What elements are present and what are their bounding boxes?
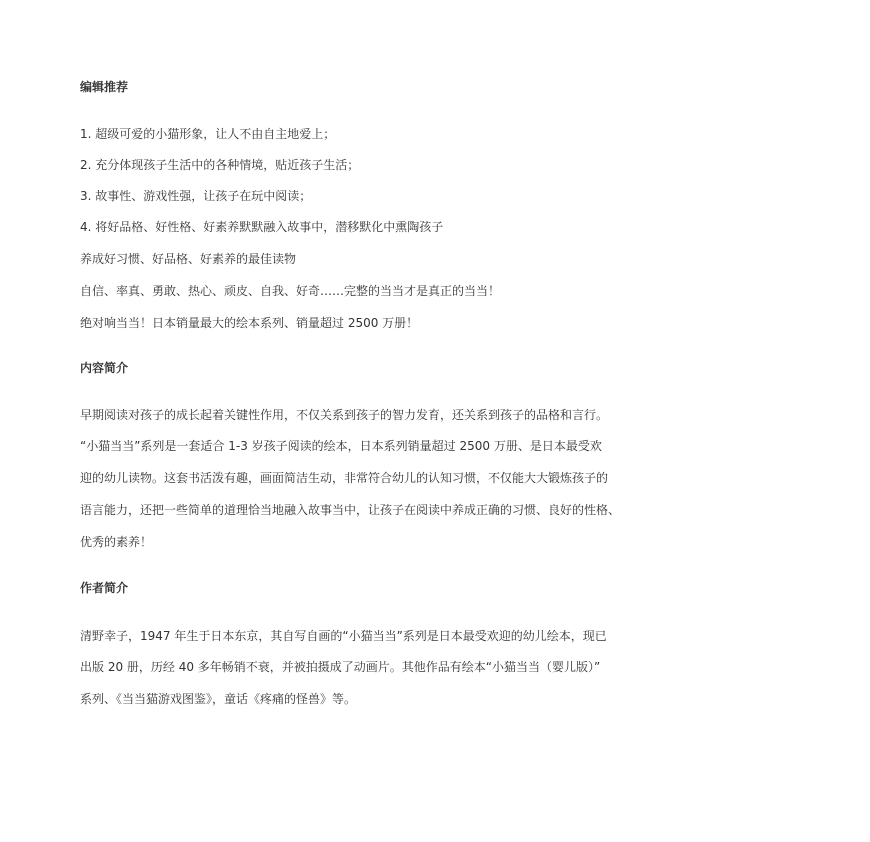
content-summary-heading: 内容简介 — [80, 361, 129, 375]
summary-line-5: 优秀的素养！ — [80, 535, 153, 549]
summary-line-4: 语言能力，还把一些简单的道理恰当地融入故事当中，让孩子在阅读中养成正确的习惯、良好的性格、 — [80, 503, 621, 517]
author-line-3: 系列、《当当猫游戏图鉴》，童话《疼痛的怪兽》等。 — [80, 692, 357, 706]
summary-line-3: 迎的幼儿读物。这套书活泼有趣，画面简洁生动，非常符合幼儿的认知习惯，不仅能大大锻炼孩子的 — [80, 471, 609, 485]
editor-line-3: 3. 故事性、游戏性强，让孩子在玩中阅读； — [80, 189, 312, 203]
editor-line-4: 4. 将好品格、好性格、好素养默默融入故事中，潜移默化中熏陶孩子 — [80, 220, 444, 234]
summary-line-2: “小猫当当”系列是一套适合 1-3 岁孩子阅读的绘本，日本系列销量超过 2500 万册、是日本最受欢 — [80, 439, 602, 453]
editor-line-2: 2. 充分体现孩子生活中的各种情境，贴近孩子生活； — [80, 158, 360, 172]
editor-recommendation-heading: 编辑推荐 — [80, 80, 129, 94]
author-intro-heading: 作者简介 — [80, 581, 129, 595]
author-line-2: 出版 20 册，历经 40 多年畅销不衰，并被拍摄成了动画片。其他作品有绘本“小猫当当（婴儿版）” — [80, 660, 601, 674]
editor-line-1: 1. 超级可爱的小猫形象，让人不由自主地爱上； — [80, 127, 336, 141]
editor-line-5: 养成好习惯、好品格、好素养的最佳读物 — [80, 252, 297, 266]
editor-line-6: 自信、率真、勇敢、热心、顽皮、自我、好奇……完整的当当才是真正的当当！ — [80, 284, 501, 298]
editor-line-7: 绝对响当当！日本销量最大的绘本系列、销量超过 2500 万册！ — [80, 316, 419, 330]
summary-line-1: 早期阅读对孩子的成长起着关键性作用，不仅关系到孩子的智力发育，还关系到孩子的品格和言行。 — [80, 408, 609, 422]
author-line-1: 清野幸子，1947 年生于日本东京，其自写自画的“小猫当当”系列是日本最受欢迎的幼儿绘本，现已 — [80, 629, 607, 643]
